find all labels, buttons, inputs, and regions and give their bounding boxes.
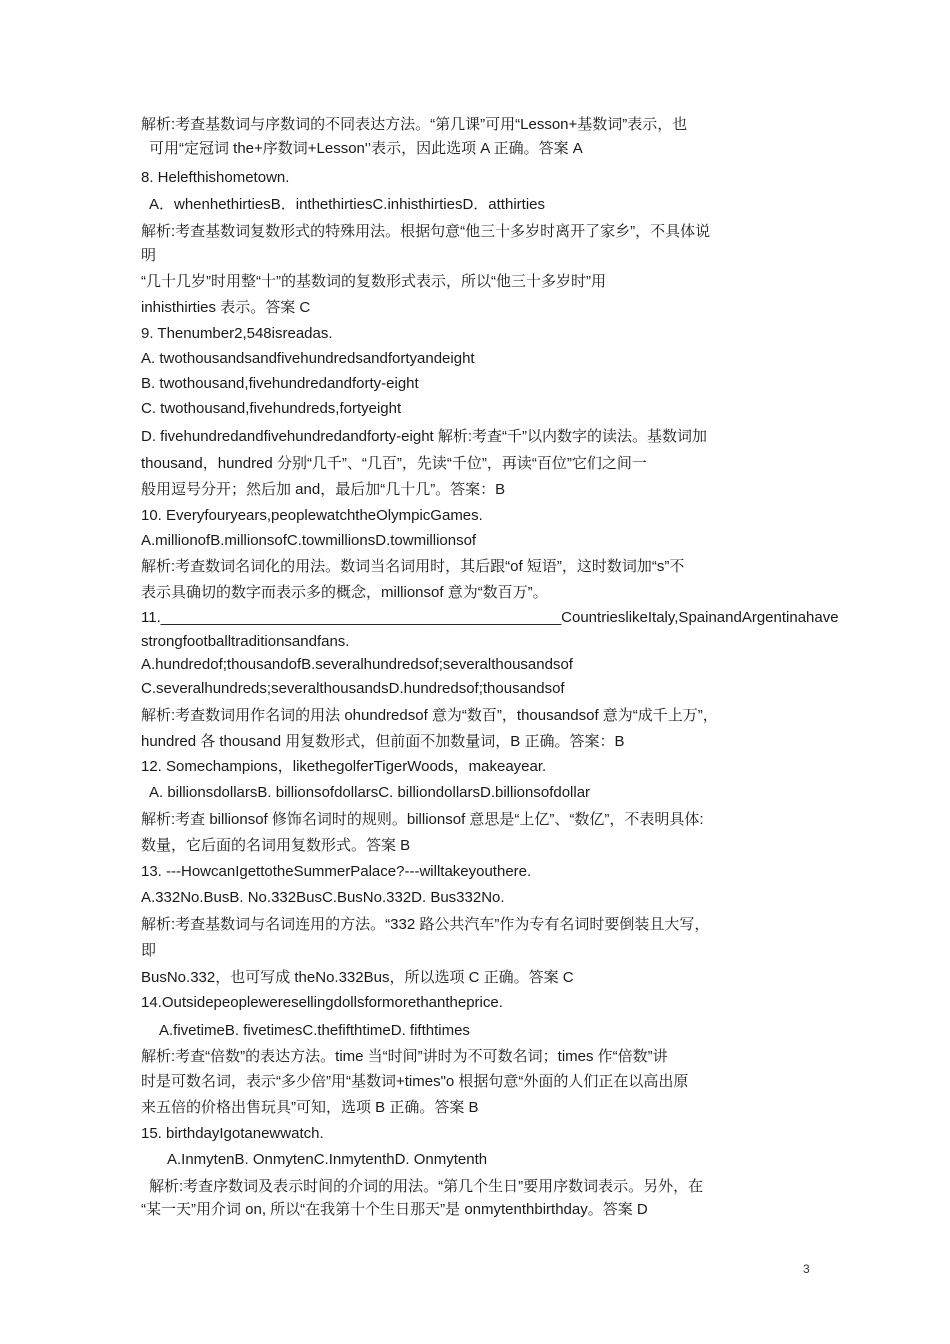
question-14: 14.Outsidepeopleweresellingdollsformorethantheprice. xyxy=(141,994,503,1011)
text-line: 即 xyxy=(141,942,157,959)
question-15-options: A.InmytenB. OnmytenC.InmytenthD. Onmytenth xyxy=(167,1151,488,1168)
text-line: 解析:考查基数词与序数词的不同表达方法。“第几课”可用“Lesson+基数词”表示，也 xyxy=(141,116,688,133)
question-15: 15. birthdayIgotanewwatch. xyxy=(141,1125,324,1142)
text-line: “某一天”用介词 on, 所以“在我第十个生日那天”是 onmytenthbirthday。答案 D xyxy=(141,1201,648,1218)
question-9-option-d: D. fivehundredandfivehundredandforty-eight 解析:考查“千”以内数字的读法。基数词加 xyxy=(141,428,708,445)
text-line: BusNo.332，也可写成 theNo.332Bus，所以选项 C 正确。答案 C xyxy=(141,969,574,986)
question-9-option-b: B. twothousand,fivehundredandforty-eight xyxy=(141,375,419,392)
text-line: 解析:考查序数词及表示时间的介词的用法。“第几个生日”要用序数词表示。另外，在 xyxy=(149,1178,704,1195)
question-8-options: A．whenhethirtiesB．inthethirtiesC.inhisthirtiesD．atthirties xyxy=(149,196,545,213)
question-11: 11.________________________________________________CountrieslikeItaly,SpainandArgentinahave xyxy=(141,609,839,626)
text-line: thousand，hundred 分别“几千”、“几百”，先读“千位”，再读“百位”它们之间一 xyxy=(141,455,647,472)
question-8: 8. Helefthishometown. xyxy=(141,169,290,186)
text-line: “几十几岁”时用整“十”的基数词的复数形式表示，所以“他三十多岁时”用 xyxy=(141,273,606,290)
question-14-options: A.fivetimeB. fivetimesC.thefifthtimeD. fifthtimes xyxy=(159,1022,470,1039)
question-9-option-c: C. twothousand,fivehundreds,fortyeight xyxy=(141,400,402,417)
text-line: 解析:考查数词名词化的用法。数词当名词用时，其后跟“of 短语”，这时数词加“s”不 xyxy=(141,558,685,575)
question-9: 9. Thenumber2,548isreadas. xyxy=(141,325,333,342)
text-line: 时是可数名词，表示“多少倍”用“基数词+times"o 根据句意“外面的人们正在以高出原 xyxy=(141,1073,689,1090)
text-line: inhisthirties 表示。答案 C xyxy=(141,299,311,316)
text-line: 表示具确切的数字而表示多的概念，millionsof 意为“数百万”。 xyxy=(141,584,548,601)
text-line: 解析:考查“倍数”的表达方法。time 当“时间”讲时为不可数名词；times 作“倍数”讲 xyxy=(141,1048,668,1065)
question-10-options: A.millionofB.millionsofC.towmillionsD.towmillionsof xyxy=(141,532,477,549)
question-11-options-cd: C.severalhundreds;severalthousandsD.hundredsof;thousandsof xyxy=(141,680,565,697)
text-line: 明 xyxy=(141,247,157,264)
question-13: 13. ---HowcanIgettotheSummerPalace?---willtakeyouthere. xyxy=(141,863,532,880)
text-line: 来五倍的价格出售玩具”可知，选项 B 正确。答案 B xyxy=(141,1099,479,1116)
question-13-options: A.332No.BusB. No.332BusC.BusNo.332D. Bus332No. xyxy=(141,889,505,906)
question-10: 10. Everyfouryears,peoplewatchtheOlympicGames. xyxy=(141,507,483,524)
question-12-options: A. billionsdollarsB. billionsofdollarsC. billiondollarsD.billionsofdollar xyxy=(149,784,591,801)
text-line: 解析:考查数词用作名词的用法 ohundredsof 意为“数百”，thousandsof 意为“成千上万”， xyxy=(141,707,718,724)
question-12: 12. Somechampions，likethegolferTigerWoods，makeayear. xyxy=(141,758,547,775)
text-line: 数量，它后面的名词用复数形式。答案 B xyxy=(141,837,411,854)
page-number: 3 xyxy=(803,1262,810,1276)
text-line: hundred 各 thousand 用复数形式，但前面不加数量词，B 正确。答案：B xyxy=(141,733,625,750)
text-line: 解析:考查基数词复数形式的特殊用法。根据句意“他三十多岁时离开了家乡”，不具体说 xyxy=(141,223,711,240)
text-line: strongfootballtraditionsandfans. xyxy=(141,633,350,650)
text-line: 可用“定冠词 the+序数词+Lesson'’表示，因此选项 A 正确。答案 A xyxy=(149,140,583,157)
question-11-options-ab: A.hundredof;thousandofB.severalhundredsof;severalthousandsof xyxy=(141,656,573,673)
text-line: 般用逗号分开；然后加 and，最后加“几十几”。答案：B xyxy=(141,481,506,498)
text-line: 解析:考查基数词与名词连用的方法。“332 路公共汽车”作为专有名词时要倒装且大写， xyxy=(141,916,710,933)
question-9-option-a: A. twothousandsandfivehundredsandfortyandeight xyxy=(141,350,475,367)
text-line: 解析:考查 billionsof 修饰名词时的规则。billionsof 意思是“上亿”、“数亿”，不表明具体: xyxy=(141,811,704,828)
